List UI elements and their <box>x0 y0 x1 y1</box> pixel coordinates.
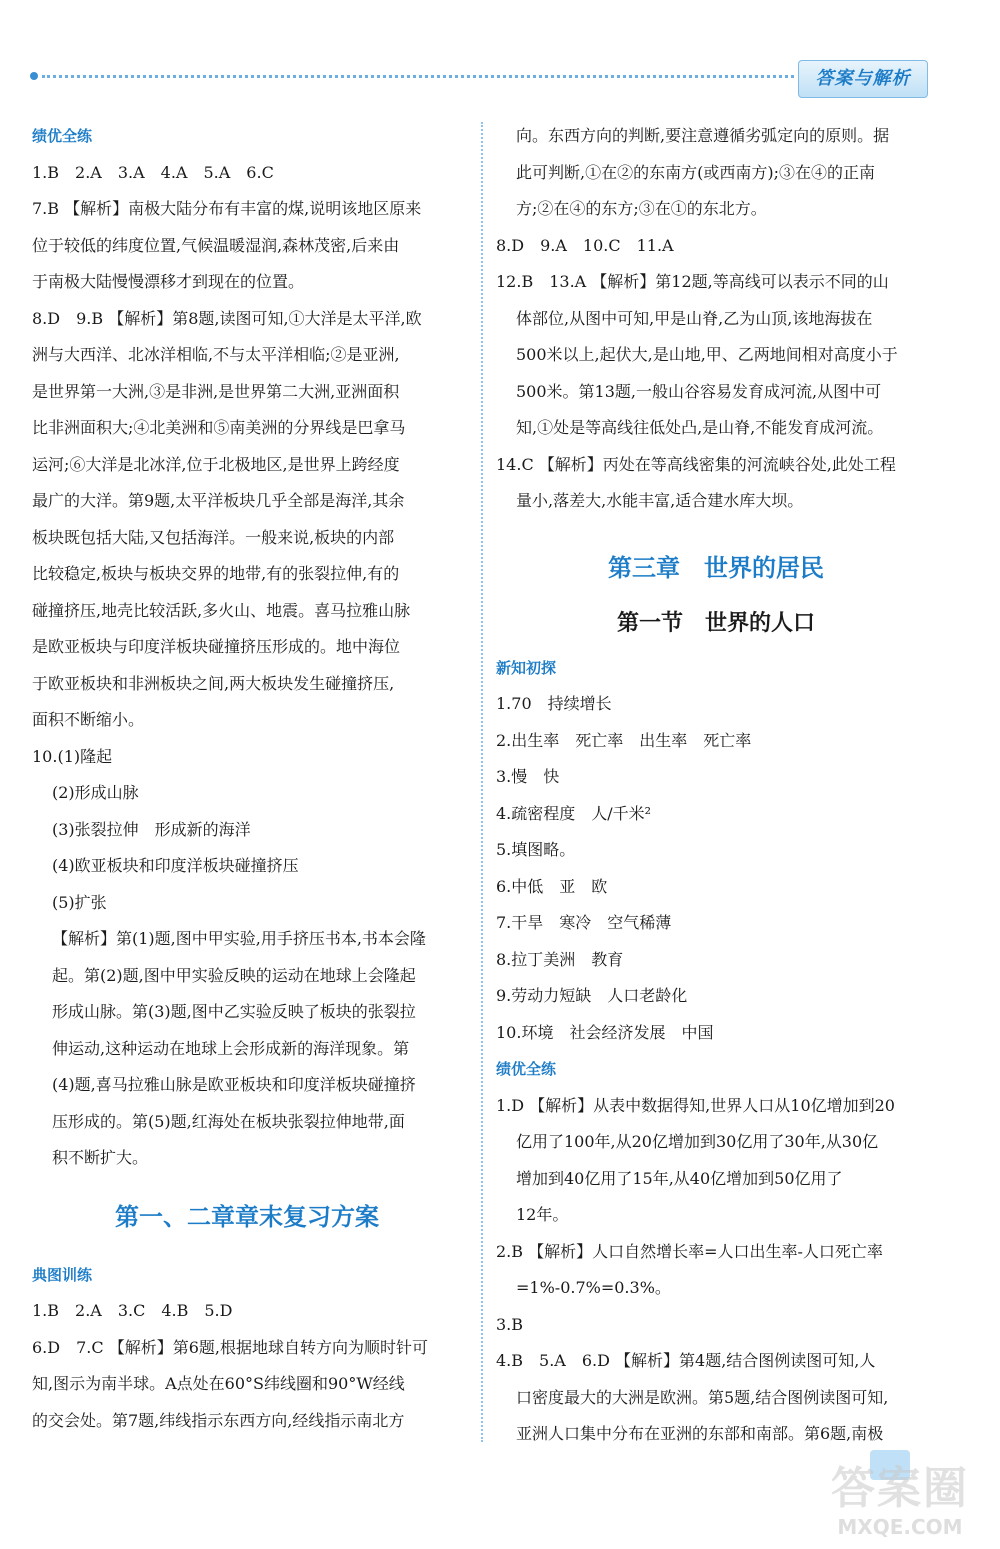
answer-line: 亚洲人口集中分布在亚洲的东部和南部。第6题,南极 <box>516 1424 884 1443</box>
spacer <box>496 520 936 538</box>
column-divider <box>481 122 483 1442</box>
spacer <box>32 1177 462 1187</box>
chapter-title: 第三章 世界的居民 <box>608 553 824 582</box>
answer-line: 3.B <box>496 1314 524 1334</box>
watermark-url: MXQE.COM <box>837 1515 963 1539</box>
answer-line: 500米。第13题,一般山谷容易发育成河流,从图中可 <box>516 381 882 401</box>
answer-line: 4.疏密程度 人/千米² <box>496 803 652 823</box>
header-dot <box>30 72 38 80</box>
answer-line: 4.B 5.A 6.D 【解析】第4题,结合图例读图可知,人 <box>496 1351 876 1370</box>
answer-line: 碰撞挤压,地壳比较活跃,多火山、地震。喜马拉雅山脉 <box>32 600 411 620</box>
answer-line: 亿用了100年,从20亿增加到30亿用了30年,从30亿 <box>516 1132 879 1151</box>
answer-line: (2)形成山脉 <box>52 783 139 802</box>
answer-line: 5.填图略。 <box>496 840 576 859</box>
answer-line: 形成山脉。第(3)题,图中乙实验反映了板块的张裂拉 <box>52 1002 416 1021</box>
answer-line: 12.B 13.A 【解析】第12题,等高线可以表示不同的山 <box>496 272 889 291</box>
answer-line: (4)题,喜马拉雅山脉是欧亚板块和印度洋板块碰撞挤 <box>52 1075 416 1094</box>
page-header <box>0 0 1000 110</box>
answer-line: 比较稳定,板块与板块交界的地带,有的张裂拉伸,有的 <box>32 564 400 583</box>
header-badge: 答案与解析 <box>798 60 928 98</box>
section-heading: 新知初探 <box>496 658 557 677</box>
answer-line: 的交会处。第7题,纬线指示东西方向,经线指示南北方 <box>32 1410 405 1430</box>
section-heading: 绩优全练 <box>32 127 93 145</box>
watermark-logo: 答案圈 <box>831 1463 969 1514</box>
answer-line: 运河;⑥大洋是北冰洋,位于北极地区,是世界上跨经度 <box>32 454 400 474</box>
answer-line: (3)张裂拉伸 形成新的海洋 <box>52 819 251 839</box>
answer-line: 积不断扩大。 <box>52 1148 149 1167</box>
answer-line: 2.出生率 死亡率 出生率 死亡率 <box>496 730 752 750</box>
answer-line: 口密度最大的大洲是欧洲。第5题,结合图例读图可知, <box>516 1387 889 1407</box>
left-column <box>32 118 462 1439</box>
answer-line: =1%-0.7%=0.3%。 <box>516 1278 671 1297</box>
answer-line: (5)扩张 <box>52 892 107 912</box>
answer-line: 1.B 2.A 3.C 4.B 5.D <box>32 1301 233 1320</box>
answer-line: 1.D 【解析】从表中数据得知,世界人口从10亿增加到20 <box>496 1095 895 1115</box>
answer-line: 起。第(2)题,图中甲实验反映的运动在地球上会隆起 <box>52 965 416 985</box>
spacer <box>32 1247 462 1257</box>
answer-line: 面积不断缩小。 <box>32 710 145 729</box>
answer-line: 知,①处是等高线往低处凸,是山脊,不能发育成河流。 <box>516 418 884 437</box>
answer-line: 8.D 9.A 10.C 11.A <box>496 235 674 255</box>
answer-line: 伸运动,这种运动在地球上会形成新的海洋现象。第 <box>52 1038 410 1058</box>
answer-line: 6.D 7.C 【解析】第6题,根据地球自转方向为顺时针可 <box>32 1337 428 1357</box>
answer-line: 位于较低的纬度位置,气候温暖湿润,森林茂密,后来由 <box>32 235 400 255</box>
answer-line: 8.D 9.B 【解析】第8题,读图可知,①大洋是太平洋,欧 <box>32 308 422 328</box>
answer-line: 洲与大西洋、北冰洋相临,不与太平洋相临;②是亚洲, <box>32 345 400 364</box>
lesson-title: 第一节 世界的人口 <box>616 610 815 636</box>
answer-line: 比非洲面积大;④北美洲和⑤南美洲的分界线是巴拿马 <box>32 418 406 437</box>
answer-line: 板块既包括大陆,又包括海洋。一般来说,板块的内部 <box>32 527 395 547</box>
answer-line: 2.B 【解析】人口自然增长率=人口出生率-人口死亡率 <box>496 1241 883 1261</box>
answer-line: 7.干旱 寒冷 空气稀薄 <box>496 913 672 932</box>
answer-line: 6.中低 亚 欧 <box>496 876 608 896</box>
answer-line: (4)欧亚板块和印度洋板块碰撞挤压 <box>52 856 299 875</box>
answer-line: 9.劳动力短缺 人口老龄化 <box>496 986 688 1005</box>
answer-line: 1.B 2.A 3.A 4.A 5.A 6.C <box>32 162 274 182</box>
answer-line: 压形成的。第(5)题,红海处在板块张裂拉伸地带,面 <box>52 1111 405 1131</box>
answer-line: 于南极大陆慢慢漂移才到现在的位置。 <box>32 272 305 291</box>
answer-line: 是欧亚板块与印度洋板块碰撞挤压形成的。地中海位 <box>32 637 401 656</box>
answer-line: 3.慢 快 <box>496 767 560 786</box>
answer-line: 1.70 持续增长 <box>496 694 612 713</box>
right-column <box>496 118 936 1453</box>
watermark <box>810 1462 990 1542</box>
answer-line: 于欧亚板块和非洲板块之间,两大板块发生碰撞挤压, <box>32 673 395 693</box>
answer-line: 是世界第一大洲,③是非洲,是世界第二大洲,亚洲面积 <box>32 381 400 401</box>
answer-line: 8.拉丁美洲 教育 <box>496 949 624 969</box>
answer-line: 【解析】第(1)题,图中甲实验,用手挤压书本,书本会隆 <box>52 929 426 948</box>
answer-line: 方;②在④的东方;③在①的东北方。 <box>516 199 767 218</box>
answer-line: 知,图示为南半球。A点处在60°S纬线圈和90°W经线 <box>32 1374 405 1393</box>
answer-line: 10.(1)隆起 <box>32 746 113 766</box>
section-heading: 典图训练 <box>32 1265 93 1284</box>
answer-line: 14.C 【解析】丙处在等高线密集的河流峡谷处,此处工程 <box>496 454 896 474</box>
answer-line: 7.B 【解析】南极大陆分布有丰富的煤,说明该地区原来 <box>32 199 422 218</box>
answer-line: 500米以上,起伏大,是山地,甲、乙两地间相对高度小于 <box>516 345 898 364</box>
answer-line: 最广的大洋。第9题,太平洋板块几乎全部是海洋,其余 <box>32 491 405 510</box>
chapter-title: 第一、二章章末复习方案 <box>115 1202 379 1231</box>
answer-line: 体部位,从图中可知,甲是山脊,乙为山顶,该地海拔在 <box>516 308 873 328</box>
answer-line: 向。东西方向的判断,要注意遵循劣弧定向的原则。据 <box>516 126 890 145</box>
answer-line: 此可判断,①在②的东南方(或西南方);③在④的正南 <box>516 162 875 182</box>
section-heading: 绩优全练 <box>496 1060 557 1078</box>
answer-line: 增加到40亿用了15年,从40亿增加到50亿用了 <box>516 1168 843 1188</box>
header-dotted-line <box>42 75 794 78</box>
answer-line: 12年。 <box>516 1205 569 1224</box>
answer-line: 10.环境 社会经济发展 中国 <box>496 1022 714 1042</box>
answer-line: 量小,落差大,水能丰富,适合建水库大坝。 <box>516 491 804 510</box>
